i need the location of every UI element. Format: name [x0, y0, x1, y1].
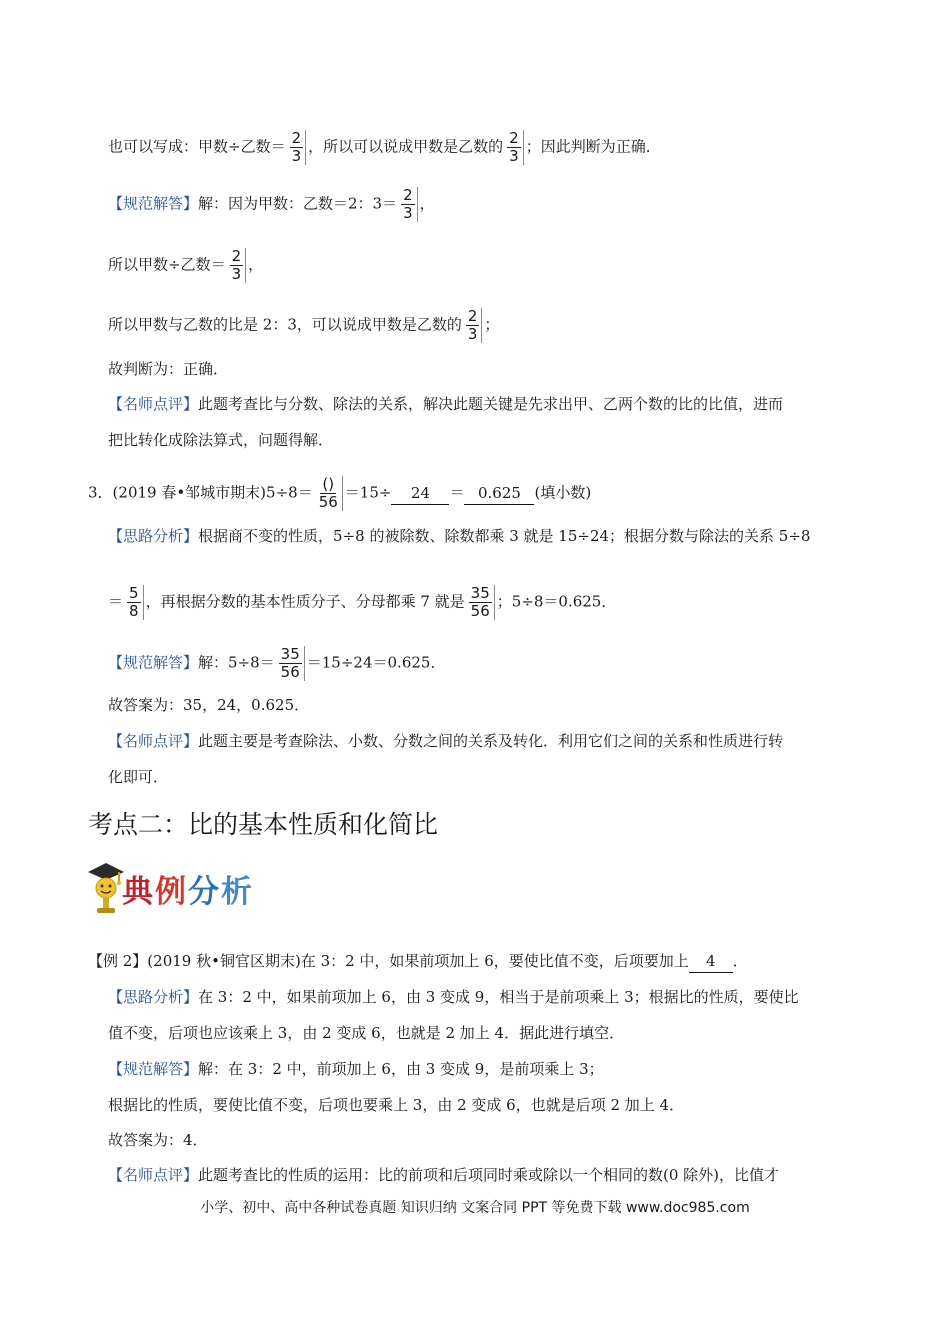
logo-char: 析	[221, 874, 254, 910]
text-line: 故答案为：35，24，0.625．	[108, 696, 310, 714]
text-line: 故判断为：正确．	[108, 360, 229, 378]
text-segment: 所以甲数与乙数的比是 2：3，可以说成甲数是乙数的	[108, 315, 462, 334]
text-segment: ＝15÷	[344, 483, 392, 502]
fraction-denominator: 3	[403, 204, 413, 222]
example-analysis-logo	[86, 858, 261, 920]
text-segment: 此题考查比的性质的运用：比的前项和后项同时乘或除以一个相同的数(0 除外)，比值才	[198, 1166, 780, 1184]
fraction-denominator: 3	[467, 325, 478, 343]
text-segment: ；5÷8＝0.625．	[496, 592, 617, 611]
text-segment: 【例 2】(2019 秋•铜官区期末)在 3：2 中，如果前项加上 6，要使比值不变，后项要加上	[88, 952, 689, 970]
fraction	[125, 585, 144, 620]
fraction-numerator: 2	[231, 247, 242, 265]
text-segment: ；因此判断为正确．	[525, 137, 661, 156]
text-segment: ，所以可以说成甲数是乙数的	[308, 137, 504, 156]
text-segment: 所以甲数÷乙数＝	[108, 255, 226, 274]
tag-teacher-comment: 【名师点评】	[108, 395, 199, 413]
text-line: 故答案为：4．	[108, 1131, 208, 1149]
text-line	[108, 393, 783, 415]
fraction-numerator: 5	[129, 584, 139, 602]
answer-blank: 4	[689, 950, 733, 973]
fraction	[399, 187, 418, 222]
fraction-denominator: 8	[129, 602, 139, 620]
fraction	[277, 646, 305, 681]
logo-char: 分	[188, 874, 221, 910]
fraction	[464, 308, 483, 343]
text-line	[108, 1164, 779, 1186]
text-segment: 此题主要是考查除法、小数、分数之间的关系及转化．利用它们之间的关系和性质进行转	[198, 732, 784, 750]
logo-text	[122, 866, 254, 911]
fraction	[288, 130, 307, 165]
tag-standard-answer: 【规范解答】	[108, 653, 199, 672]
text-segment: ．	[732, 952, 748, 970]
text-segment: ；	[484, 315, 500, 334]
fraction	[505, 130, 524, 165]
tag-thinking-analysis: 【思路分析】	[108, 527, 199, 545]
text-segment: (填小数)	[534, 483, 592, 502]
text-segment: 在 3：2 中，如果前项加上 6，由 3 变成 9，相当于是前项乘上 3；根据比的性质，要使比	[198, 988, 799, 1006]
text-line	[108, 646, 445, 681]
text-line: 值不变，后项也应该乘上 3，由 2 变成 6，也就是 2 加上 4．据此进行填空．	[108, 1024, 625, 1042]
fraction-denominator: 56	[318, 493, 338, 511]
logo-char: 典	[122, 874, 155, 910]
text-line	[108, 130, 661, 165]
fraction-numerator: 35	[470, 584, 490, 602]
page-footer: 小学、初中、高中各种试卷真题 知识归纳 文案合同 PPT 等免费下载 www.doc985.com	[200, 1200, 750, 1216]
section-heading: 考点二：比的基本性质和化简比	[88, 810, 439, 839]
tag-teacher-comment: 【名师点评】	[108, 1166, 199, 1184]
text-line	[108, 525, 810, 547]
text-line: 化即可．	[108, 768, 169, 786]
text-segment: 3．(2019 春•邹城市期末)5÷8＝	[88, 483, 313, 502]
fraction-denominator: 3	[231, 265, 242, 283]
text-segment: 解：在 3：2 中，前项加上 6，由 3 变成 9，是前项乘上 3；	[198, 1060, 604, 1078]
fraction-denominator: 3	[509, 147, 519, 165]
text-segment: 此题考查比与分数、除法的关系，解决此题关键是先求出甲、乙两个数的比的比值，进而	[198, 395, 784, 413]
text-segment: 解：因为甲数：乙数＝2：3＝	[198, 194, 398, 213]
text-line	[108, 248, 263, 283]
tag-thinking-analysis: 【思路分析】	[108, 988, 199, 1006]
fraction-numerator: ()	[322, 475, 335, 493]
fraction-numerator: 2	[509, 129, 519, 147]
fraction	[467, 585, 495, 620]
tag-teacher-comment: 【名师点评】	[108, 732, 199, 750]
text-line	[108, 187, 435, 222]
text-line	[108, 585, 616, 620]
text-line: 把比转化成除法算式，问题得解．	[108, 431, 334, 449]
text-line	[108, 730, 783, 752]
fraction-denominator: 56	[470, 602, 490, 620]
text-segment: 也可以写成：甲数÷乙数＝	[108, 137, 286, 156]
answer-blank: 24	[391, 482, 449, 505]
text-segment: ，	[248, 255, 264, 274]
fraction	[315, 476, 343, 511]
answer-blank: 0.625	[464, 482, 534, 505]
fraction-denominator: 3	[291, 147, 302, 165]
text-segment: ，	[419, 194, 435, 213]
text-segment: 根据商不变的性质，5÷8 的被除数、除数都乘 3 就是 15÷24；根据分数与除法的关系 5÷8	[198, 527, 811, 545]
text-segment: ＝	[449, 483, 465, 502]
text-segment: 解：5÷8＝	[198, 653, 275, 672]
text-segment: ，再根据分数的基本性质分子、分母都乘 7 就是	[145, 592, 465, 611]
text-line	[108, 308, 499, 343]
logo-char: 例	[155, 874, 188, 910]
question-3-line	[88, 476, 591, 511]
fraction-numerator: 2	[291, 129, 302, 147]
text-segment: ＝	[108, 592, 124, 611]
graduation-cap-icon	[86, 858, 126, 918]
tag-standard-answer: 【规范解答】	[108, 194, 199, 213]
fraction	[228, 248, 247, 283]
text-segment: ＝15÷24＝0.625．	[306, 653, 446, 672]
fraction-numerator: 2	[467, 307, 478, 325]
tag-standard-answer: 【规范解答】	[108, 1060, 199, 1078]
text-line	[108, 1058, 604, 1080]
fraction-numerator: 2	[403, 186, 413, 204]
text-line	[108, 986, 799, 1008]
fraction-numerator: 35	[280, 645, 300, 663]
text-line: 根据比的性质，要使比值不变，后项也要乘上 3，由 2 变成 6，也就是后项 2 加上 4．	[108, 1096, 685, 1114]
fraction-denominator: 56	[280, 663, 300, 681]
example-2-line	[88, 950, 748, 973]
